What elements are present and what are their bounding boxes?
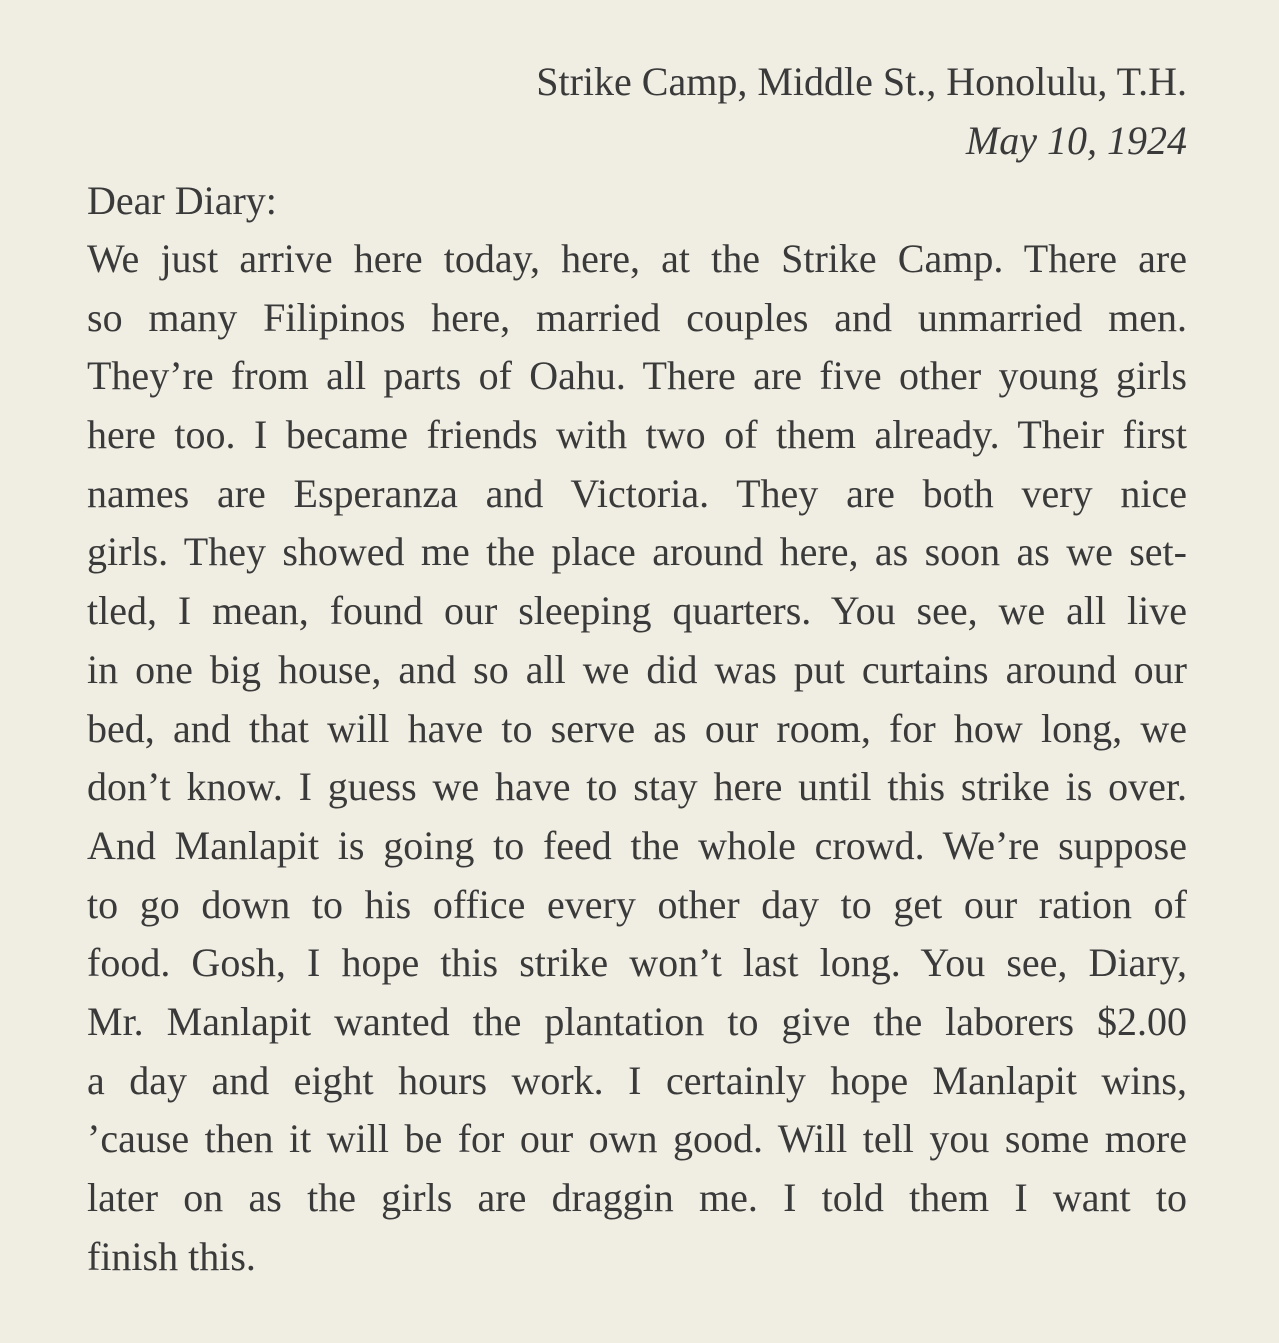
letter-heading bbox=[536, 52, 1187, 170]
body-line: food. Gosh, I hope this strike won’t last long. You see, Diary, bbox=[87, 940, 1187, 986]
body-line: We just arrive here today, here, at the Strike Camp. There are bbox=[87, 236, 1187, 281]
body-line: girls. They showed me the place around here, as soon as we set- bbox=[87, 529, 1187, 575]
body-line: don’t know. I guess we have to stay here until this strike is over. bbox=[87, 764, 1187, 810]
body-line: names are Esperanza and Victoria. They are both very nice bbox=[87, 470, 1187, 516]
body-line: tled, I mean, found our sleeping quarters. You see, we all live bbox=[87, 588, 1187, 634]
body-line: in one big house, and so all we did was put curtains around our bbox=[87, 646, 1187, 692]
body-line: bed, and that will have to serve as our room, for how long, we bbox=[87, 705, 1187, 751]
body-line: And Manlapit is going to feed the whole crowd. We’re suppose bbox=[87, 822, 1187, 868]
body-line: ’cause then it will be for our own good. Will tell you some more bbox=[87, 1116, 1187, 1162]
body-line: They’re from all parts of Oahu. There are five other young girls bbox=[87, 353, 1187, 399]
diary-body bbox=[87, 230, 1187, 1286]
body-line: later on as the girls are draggin me. I told them I want to bbox=[87, 1175, 1187, 1220]
body-line: so many Filipinos here, married couples and unmarried men. bbox=[87, 294, 1187, 340]
body-line: finish this. bbox=[87, 1233, 256, 1279]
body-line: here too. I became friends with two of them already. Their first bbox=[87, 412, 1187, 458]
body-line: a day and eight hours work. I certainly hope Manlapit wins, bbox=[87, 1057, 1187, 1103]
salutation: Dear Diary: bbox=[87, 178, 277, 223]
date-line: May 10, 1924 bbox=[965, 118, 1187, 163]
location-line: Strike Camp, Middle St., Honolulu, T.H. bbox=[536, 59, 1187, 104]
body-line: to go down to his office every other day to get our ration of bbox=[87, 881, 1187, 927]
body-line: Mr. Manlapit wanted the plantation to give the laborers $2.00 bbox=[87, 998, 1187, 1044]
